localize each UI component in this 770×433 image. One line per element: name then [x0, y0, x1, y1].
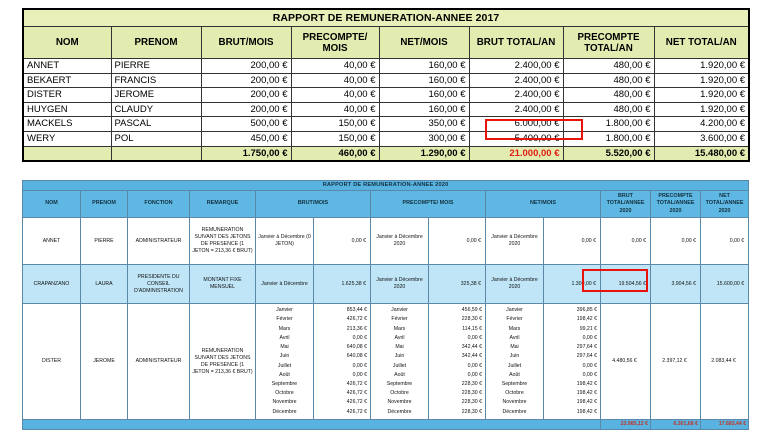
month-entry: Octobre — [275, 390, 294, 397]
table-2020-totals-row — [23, 420, 749, 430]
col-header-net-mois: NET/MOIS — [486, 191, 601, 218]
month-entry: 228,30 € — [461, 408, 482, 415]
month-value-list-precompte — [429, 304, 485, 418]
table-row — [23, 218, 749, 265]
col-header-net-total-annee: NET TOTAL/ANNEE 2020 — [701, 191, 749, 218]
cell-net-valeur: 1.300,00 € — [544, 265, 601, 304]
col-header-brut-mois: BRUT/MOIS — [256, 191, 371, 218]
col-header-brut-total-annee: BRUT TOTAL/ANNEE 2020 — [601, 191, 651, 218]
month-entry: Mars — [508, 325, 521, 332]
month-entry: 0,00 € — [467, 371, 482, 378]
cell-fonction: ADMINISTRATEUR — [128, 304, 190, 420]
total-net-total-an: 15.480,00 € — [654, 146, 749, 161]
total-brut-annee: 23.985,12 € — [601, 420, 651, 430]
cell-net-mois: 300,00 € — [379, 131, 469, 146]
cell-prenom: PIERRE — [111, 59, 201, 74]
cell-brut-valeur: 0,00 € — [314, 218, 371, 265]
month-entry: Octobre — [390, 390, 409, 397]
month-entry: Novembre — [387, 399, 412, 406]
month-entry: Janvier — [506, 307, 523, 314]
cell-precompte-mois: 150,00 € — [291, 131, 379, 146]
cell-precompte-periode: Janvier à Décembre 2020 — [371, 218, 429, 265]
month-entry: Décembre — [272, 408, 297, 415]
cell-brut-mois: 200,00 € — [201, 73, 291, 88]
cell-nom: BEKAERT — [23, 73, 111, 88]
cell-net-mois: 160,00 € — [379, 88, 469, 103]
cell-net-periode: Janvier à Décembre 2020 — [486, 265, 544, 304]
cell-prenom: FRANCIS — [111, 73, 201, 88]
cell-brut-total-annee: 0,00 € — [601, 218, 651, 265]
cell-net-mois: 350,00 € — [379, 117, 469, 132]
col-header-fonction: FONCTION — [128, 191, 190, 218]
col-header-brut-total-an: BRUT TOTAL/AN — [469, 27, 563, 59]
cell-prenom: LAURA — [81, 265, 128, 304]
cell-precompte-total-annee: 3.904,56 € — [651, 265, 701, 304]
cell-remarque: MONTANT FIXE MENSUEL — [190, 265, 256, 304]
month-entry: 0,00 € — [582, 362, 597, 369]
table-row — [23, 73, 749, 88]
cell-net-total-annee: 0,00 € — [701, 218, 749, 265]
month-entry: Juillet — [392, 362, 407, 369]
month-entry: 853,44 € — [346, 307, 367, 314]
month-entry: 228,30 € — [461, 380, 482, 387]
month-label-list-brut — [256, 304, 313, 418]
month-entry: Février — [391, 316, 408, 323]
col-header-remarque: REMARQUE — [190, 191, 256, 218]
cell-net-total: 3.600,00 € — [654, 131, 749, 146]
month-entry: Juillet — [507, 362, 522, 369]
cell-nom: ANNET — [23, 59, 111, 74]
cell-nom: CRAPANZANO — [23, 265, 81, 304]
cell-nom: DISTER — [23, 88, 111, 103]
cell-prenom: JEROME — [81, 304, 128, 420]
table-2020-title: RAPPORT DE REMUNERATION-ANNEE 2020 — [23, 181, 749, 191]
table-2017-title: RAPPORT DE REMUNERATION-ANNEE 2017 — [23, 9, 749, 27]
cell-net-total-annee: 2.083,44 € — [701, 304, 749, 420]
cell-remarque: REMUNERATION SUIVANT DES JETONS DE PRESENCE (1 JETON = 213,36 € BRUT) — [190, 304, 256, 420]
total-cell-empty-nom — [23, 146, 111, 161]
total-precompte-total-an: 5.520,00 € — [563, 146, 654, 161]
total-brut-mois: 1.750,00 € — [201, 146, 291, 161]
month-entry: 198,42 € — [576, 399, 597, 406]
month-entry: 0,00 € — [582, 334, 597, 341]
cell-brut-mois: 200,00 € — [201, 102, 291, 117]
cell-prenom: JEROME — [111, 88, 201, 103]
month-entry: 198,42 € — [576, 408, 597, 415]
cell-brut-total: 2.400,00 € — [469, 59, 563, 74]
month-entry: 426,72 € — [346, 390, 367, 397]
month-entry: Mars — [278, 325, 291, 332]
cell-net-total: 1.920,00 € — [654, 59, 749, 74]
cell-brut-valeur: 1.625,38 € — [314, 265, 371, 304]
cell-brut-total: 2.400,00 € — [469, 88, 563, 103]
cell-nom: HUYGEN — [23, 102, 111, 117]
col-header-brut-mois: BRUT/MOIS — [201, 27, 291, 59]
cell-net-total-annee: 15.600,00 € — [701, 265, 749, 304]
month-entry: 0,00 € — [352, 334, 367, 341]
table-row — [23, 59, 749, 74]
col-header-precompte-mois: PRECOMPTE/ MOIS — [371, 191, 486, 218]
col-header-net-mois: NET/MOIS — [379, 27, 469, 59]
cell-precompte-total: 480,00 € — [563, 88, 654, 103]
table-row — [23, 117, 749, 132]
month-entry: 0,00 € — [352, 371, 367, 378]
cell-net-mois: 160,00 € — [379, 59, 469, 74]
cell-precompte-mois: 150,00 € — [291, 117, 379, 132]
cell-net-mois-months — [486, 304, 544, 420]
cell-fonction: ADMINISTRATEUR — [128, 218, 190, 265]
cell-precompte-mois-months — [371, 304, 429, 420]
month-entry: 228,30 € — [461, 399, 482, 406]
cell-brut-mois: 500,00 € — [201, 117, 291, 132]
table-2020-header-row — [23, 191, 749, 218]
cell-brut-total-highlighted: 6.000,00 € — [469, 117, 563, 132]
month-entry: Juin — [509, 353, 520, 360]
col-header-nom: NOM — [23, 191, 81, 218]
month-entry: Mai — [510, 344, 519, 351]
cell-remarque: REMUNERATION SUIVANT DES JETONS DE PRESENCE (1 JETON = 213,36 € BRUT) — [190, 218, 256, 265]
cell-net-total: 1.920,00 € — [654, 73, 749, 88]
col-header-precompte-mois: PRECOMPTE/ MOIS — [291, 27, 379, 59]
cell-net-total: 1.920,00 € — [654, 88, 749, 103]
cell-net-periode: Janvier à Décembre 2020 — [486, 218, 544, 265]
month-entry: Avril — [394, 334, 405, 341]
month-entry: 396,85 € — [576, 307, 597, 314]
cell-precompte-total: 480,00 € — [563, 102, 654, 117]
cell-precompte-periode: Janvier à Décembre 2020 — [371, 265, 429, 304]
month-entry: 640,08 € — [346, 353, 367, 360]
cell-precompte-mois: 40,00 € — [291, 73, 379, 88]
cell-precompte-valeur: 325,38 € — [429, 265, 486, 304]
total-precompte-mois: 460,00 € — [291, 146, 379, 161]
cell-brut-mois: 450,00 € — [201, 131, 291, 146]
total-net-mois: 1.290,00 € — [379, 146, 469, 161]
month-entry: Août — [509, 371, 520, 378]
cell-net-mois: 160,00 € — [379, 73, 469, 88]
month-entry: 228,30 € — [461, 390, 482, 397]
month-entry: Janvier — [391, 307, 408, 314]
month-entry: Avril — [509, 334, 520, 341]
table-row — [23, 131, 749, 146]
month-entry: 426,72 € — [346, 408, 367, 415]
table-2017-totals-row — [23, 146, 749, 161]
month-entry: 114,15 € — [462, 325, 482, 332]
month-entry: Septembre — [271, 380, 298, 387]
cell-brut-periode: Janvier à Décembre — [256, 265, 314, 304]
remuneration-table-2017 — [22, 8, 750, 162]
totals-spacer — [23, 420, 601, 430]
cell-nom: DISTER — [23, 304, 81, 420]
month-value-list-net — [544, 304, 600, 418]
total-precompte-annee: 6.301,68 € — [651, 420, 701, 430]
month-entry: 213,36 € — [346, 325, 367, 332]
cell-prenom: PIERRE — [81, 218, 128, 265]
month-entry: 426,72 € — [346, 399, 367, 406]
table-row — [23, 102, 749, 117]
table-row — [23, 265, 749, 304]
month-entry: Décembre — [502, 408, 527, 415]
month-entry: Février — [276, 316, 293, 323]
month-entry: Mai — [280, 344, 289, 351]
total-cell-empty-prenom — [111, 146, 201, 161]
cell-nom: MACKELS — [23, 117, 111, 132]
month-value-list-brut — [314, 304, 370, 418]
month-label-list-precompte — [371, 304, 428, 418]
cell-precompte-mois: 40,00 € — [291, 102, 379, 117]
cell-precompte-total: 1.800,00 € — [563, 131, 654, 146]
month-entry: 198,42 € — [576, 390, 597, 397]
month-entry: 0,00 € — [467, 334, 482, 341]
col-header-precompte-total-an: PRECOMPTE TOTAL/AN — [563, 27, 654, 59]
cell-precompte-mois: 40,00 € — [291, 59, 379, 74]
cell-precompte-total: 1.800,00 € — [563, 117, 654, 132]
cell-brut-total: 5.400,00 € — [469, 131, 563, 146]
cell-precompte-total-annee: 0,00 € — [651, 218, 701, 265]
month-entry: Juin — [394, 353, 405, 360]
table-row — [23, 304, 749, 420]
cell-nom: WERY — [23, 131, 111, 146]
month-entry: Septembre — [501, 380, 528, 387]
month-entry: Juillet — [277, 362, 292, 369]
total-net-annee: 17.683,44 € — [701, 420, 749, 430]
cell-nom: ANNET — [23, 218, 81, 265]
month-entry: 0,00 € — [467, 362, 482, 369]
col-header-prenom: PRENOM — [111, 27, 201, 59]
cell-brut-total-annee: 4.480,56 € — [601, 304, 651, 420]
month-entry: 99,21 € — [579, 325, 597, 332]
cell-net-valeur: 0,00 € — [544, 218, 601, 265]
month-entry: Février — [506, 316, 523, 323]
table-2020-title-row — [23, 181, 749, 191]
cell-brut-total-annee-highlighted: 19.504,56 € — [601, 265, 651, 304]
month-entry: Septembre — [386, 380, 413, 387]
month-entry: Novembre — [272, 399, 297, 406]
col-header-net-total-an: NET TOTAL/AN — [654, 27, 749, 59]
cell-net-mois-values — [544, 304, 601, 420]
month-entry: 342,44 € — [461, 344, 482, 351]
cell-brut-periode: Janvier à Décembre (0 JETON) — [256, 218, 314, 265]
cell-brut-mois: 200,00 € — [201, 59, 291, 74]
cell-precompte-mois-values — [429, 304, 486, 420]
month-entry: Mai — [395, 344, 404, 351]
cell-net-total: 4.200,00 € — [654, 117, 749, 132]
month-entry: 0,00 € — [352, 362, 367, 369]
cell-brut-mois-months — [256, 304, 314, 420]
month-entry: Mars — [393, 325, 406, 332]
month-entry: 297,64 € — [576, 344, 597, 351]
month-entry: 342,44 € — [461, 353, 482, 360]
col-header-nom: NOM — [23, 27, 111, 59]
remuneration-table-2017-wrapper — [22, 8, 748, 162]
total-brut-total-an: 21.000,00 € — [469, 146, 563, 161]
cell-prenom: CLAUDY — [111, 102, 201, 117]
month-entry: 426,72 € — [346, 316, 367, 323]
month-entry: 228,30 € — [461, 316, 482, 323]
table-2017-title-row — [23, 9, 749, 27]
remuneration-table-2020-wrapper — [22, 180, 748, 430]
table-2017-header-row — [23, 27, 749, 59]
month-entry: Août — [394, 371, 405, 378]
cell-fonction: PRESIDENTE DU CONSEIL D'ADMINISTRATION — [128, 265, 190, 304]
cell-net-total: 1.920,00 € — [654, 102, 749, 117]
cell-precompte-total-annee: 2.397,12 € — [651, 304, 701, 420]
month-entry: 426,72 € — [346, 380, 367, 387]
month-entry: 0,00 € — [582, 371, 597, 378]
cell-precompte-total: 480,00 € — [563, 73, 654, 88]
cell-brut-mois: 200,00 € — [201, 88, 291, 103]
cell-brut-total: 2.400,00 € — [469, 102, 563, 117]
cell-brut-mois-values — [314, 304, 371, 420]
month-entry: Octobre — [505, 390, 524, 397]
cell-prenom: PASCAL — [111, 117, 201, 132]
month-entry: Avril — [279, 334, 290, 341]
month-entry: Janvier — [276, 307, 293, 314]
cell-precompte-valeur: 0,00 € — [429, 218, 486, 265]
table-row — [23, 88, 749, 103]
remuneration-table-2020 — [22, 180, 749, 430]
cell-precompte-mois: 40,00 € — [291, 88, 379, 103]
month-entry: 198,42 € — [576, 316, 597, 323]
month-entry: 198,42 € — [576, 380, 597, 387]
cell-precompte-total: 480,00 € — [563, 59, 654, 74]
month-entry: Août — [279, 371, 290, 378]
month-entry: Décembre — [387, 408, 412, 415]
cell-net-mois: 160,00 € — [379, 102, 469, 117]
cell-brut-total: 2.400,00 € — [469, 73, 563, 88]
month-entry: Novembre — [502, 399, 527, 406]
col-header-precompte-total-annee: PRECOMPTE TOTAL/ANNEE 2020 — [651, 191, 701, 218]
month-entry: 640,08 € — [346, 344, 367, 351]
month-label-list-net — [486, 304, 543, 418]
month-entry: 297,64 € — [576, 353, 597, 360]
cell-prenom: POL — [111, 131, 201, 146]
month-entry: Juin — [279, 353, 290, 360]
month-entry: 456,59 € — [461, 307, 482, 314]
col-header-prenom: PRENOM — [81, 191, 128, 218]
